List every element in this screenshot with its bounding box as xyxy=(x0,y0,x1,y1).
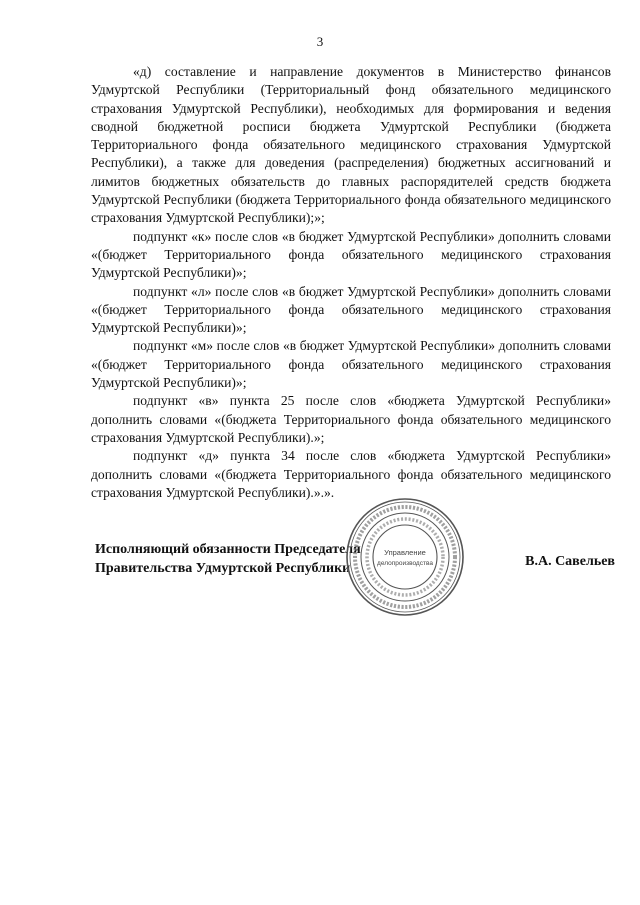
seal-inner-lettering xyxy=(367,519,443,595)
seal-center-line1: Управление xyxy=(384,548,426,557)
official-seal-stamp xyxy=(345,497,465,617)
paragraph-d: «д) составление и направление документов в Министерство финансов Удмуртской Республики (Территориальный фонд обязательного медицинского страхования Удмуртской Республики), необходимых для формирования и ведения сводной бюджетной росписи бюджета Удмуртской Республики (бюджета Территориального фонда обязательного медицинского страхования Удмуртской Республики), а также для доведения (распределения) бюджетных ассигнований и лимитов бюджетных обязательств до главных распорядителей средств бюджета Удмуртской Республики (бюджета Территориального фонда обязательного медицинского страхования Удмуртской Республики);»; xyxy=(91,64,611,226)
seal-center-line2: делопроизводства xyxy=(377,560,433,567)
signatory-name: В.А. Савельев xyxy=(525,554,615,569)
page-number: 3 xyxy=(316,34,324,49)
signatory-title-line2: Правительства Удмуртской Республики xyxy=(95,561,351,576)
seal-middle-ring xyxy=(361,513,449,601)
paragraph-v-25: подпункт «в» пункта 25 после слов «бюджета Удмуртской Республики» дополнить словами «(бюджета Территориального фонда обязательного медицинского страхования Удмуртской Республики).»; xyxy=(91,393,611,445)
seal-outer-lettering xyxy=(355,507,455,607)
signatory-title-line1: Исполняющий обязанности Председателя xyxy=(95,542,361,557)
paragraph-k: подпункт «к» после слов «в бюджет Удмуртской Республики» дополнить словами «(бюджет Территориального фонда обязательного медицинского страхования Удмуртской Республики)»; xyxy=(91,228,611,281)
document-body xyxy=(91,63,611,502)
seal-inner-ring xyxy=(373,525,437,589)
paragraph-l: подпункт «л» после слов «в бюджет Удмуртской Республики» дополнить словами «(бюджет Территориального фонда обязательного медицинского страхования Удмуртской Республики)»; xyxy=(91,283,611,336)
seal-outer-ring xyxy=(347,499,463,615)
paragraph-m: подпункт «м» после слов «в бюджет Удмуртской Республики» дополнить словами «(бюджет Территориального фонда обязательного медицинского страхования Удмуртской Республики)»; xyxy=(91,338,611,391)
paragraph-d-34: подпункт «д» пункта 34 после слов «бюджета Удмуртской Республики» дополнить словами «(бюджета Территориального фонда обязательного медицинского страхования Удмуртской Республики).».». xyxy=(91,448,611,500)
